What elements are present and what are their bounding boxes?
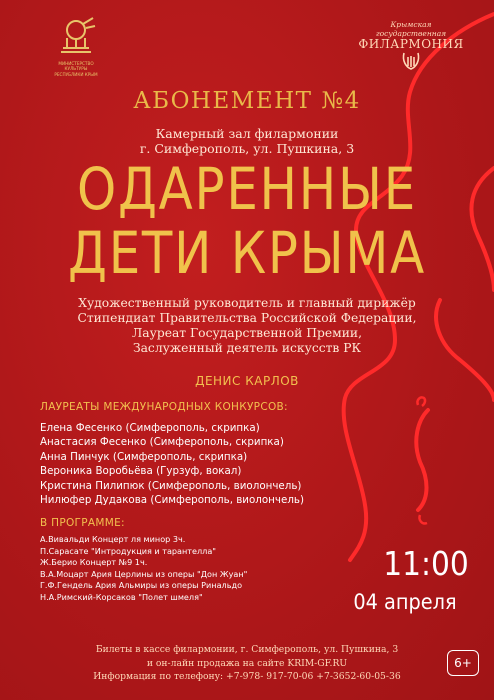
laureate-item: Нилюфер Дудакова (Симферополь, виолончель) [40,494,304,507]
program-item: П.Сарасате "Интродукция и тарантелла" [40,545,217,556]
ministry-crest-icon [53,16,99,56]
laureate-item: Анастасия Фесенко (Симферополь, скрипка) [40,436,284,449]
laureate-item: Вероника Воробьёва (Гурзуф, вокал) [40,465,242,478]
laureate-item: Кристина Пилипюк (Симферополь, виолончель) [40,479,302,492]
program-item: А.Вивальди Концерт ля минор 3ч. [40,534,186,544]
venue-address: г. Симферополь, ул. Пушкина, 3 [139,141,355,156]
philharmonia-lyre-icon [400,51,422,71]
philharmonia-logo-subtitle: Крымская государственная [375,20,447,38]
conductor-name: ДЕНИС КАРЛОВ [195,374,299,388]
ticket-phones: Информация по телефону: +7-978- 917-70-06 +7-3652-60-05-36 [93,671,401,682]
ministry-caption-line1: МИНИСТЕРСТВО КУЛЬТУРЫ [58,61,94,71]
conductor-line: Заслуженный деятель искусств РК [132,341,362,355]
ministry-logo [48,16,104,77]
philharmonia-logo-title: ФИЛАРМОНИЯ [358,37,464,51]
event-date: 04 апреля [353,590,457,614]
ministry-caption-line2: РЕСПУБЛИКИ КРЫМ [54,72,98,77]
ticket-online: и он-лайн продажа на сайте KRIM-GF.RU [146,657,348,669]
age-rating-badge: 6+ [447,650,479,676]
event-time: 11:00 [383,544,469,583]
title-line-2: ДЕТИ КРЫМА [67,219,426,287]
program-item: Н.А.Римский-Корсаков "Полет шмеля" [40,591,203,602]
program-item: В.А.Моцарт Ария Церлины из оперы "Дон Жуан" [40,568,248,579]
conductor-line: Художественный руководитель и главный дирижёр [78,296,416,310]
ticket-box-office: Билеты в кассе филармонии, г. Симферополь, ул. Пушкина, 3 [95,644,399,655]
subscription-number: АБОНЕМЕНТ №4 [133,88,361,114]
conductor-line: Стипендиат Правительства Российской Федерации, [77,311,417,325]
title-line-1: ОДАРЕННЫЕ [77,155,417,223]
laureate-item: Анна Пинчук (Симферополь, скрипка) [40,450,248,463]
venue-info [0,126,494,156]
laureates-heading: ЛАУРЕАТЫ МЕЖДУНАРОДНЫХ КОНКУРСОВ: [40,401,288,413]
program-heading: В ПРОГРАММЕ: [40,517,125,529]
philharmonia-logo [356,20,466,80]
ticket-info [0,643,494,684]
venue-hall: Камерный зал филармонии [155,126,339,141]
program-list [40,534,247,604]
conductor-credits [0,296,494,356]
laureates-list [40,421,304,507]
program-item: Ж.Берио Концерт №9 1ч. [40,557,148,568]
conductor-line: Лауреат Государственной Премии, [132,326,362,340]
program-item: Г.Ф.Гендель Ария Альмиры из оперы Ринальдо [40,580,243,591]
laureate-item: Елена Фесенко (Симферополь, скрипка) [40,422,260,434]
